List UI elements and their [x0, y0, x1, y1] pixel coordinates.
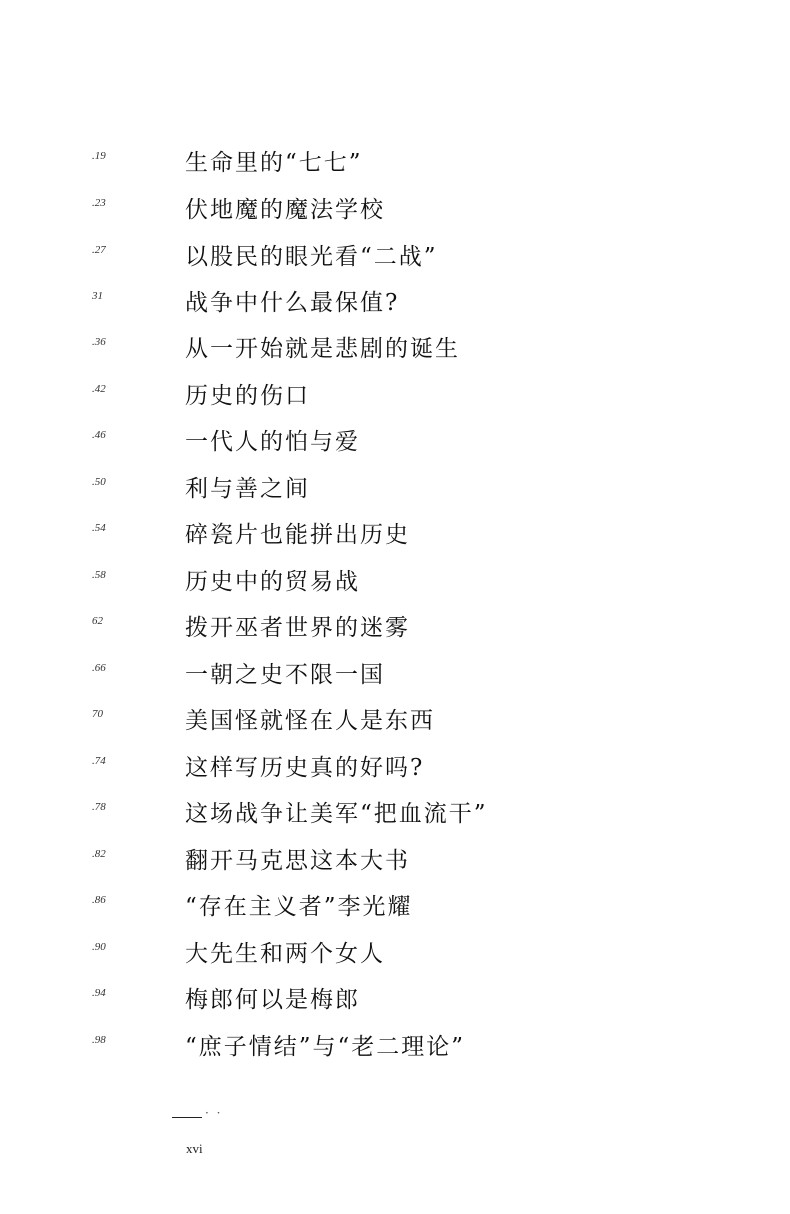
footer-rule — [172, 1117, 202, 1118]
footer-dots: · · — [205, 1106, 223, 1120]
toc-entry-title: 美国怪就怪在人是东西 — [185, 708, 435, 734]
toc-page-number: 62 — [92, 615, 103, 627]
toc-page-number: 31 — [92, 290, 103, 302]
toc-entry — [0, 423, 790, 453]
toc-entry-title: 利与善之间 — [185, 476, 310, 502]
toc-entry-title: 历史中的贸易战 — [185, 569, 360, 595]
toc-entry-title: “存在主义者”李光耀 — [185, 894, 413, 920]
toc-page-number: .98 — [92, 1034, 106, 1046]
toc-entry-title: 梅郎何以是梅郎 — [185, 987, 360, 1013]
toc-page-number: .94 — [92, 987, 106, 999]
toc-page-number: .19 — [92, 150, 106, 162]
toc-page-number: .58 — [92, 569, 106, 581]
toc-entry-title: 以股民的眼光看“二战” — [185, 244, 438, 270]
toc-entry-title: 这样写历史真的好吗? — [185, 755, 425, 781]
toc-page-number: .90 — [92, 941, 106, 953]
toc-entry — [0, 888, 790, 918]
toc-page-number: .50 — [92, 476, 106, 488]
toc-entry — [0, 144, 790, 174]
toc-entry-title: “庶子情结”与“老二理论” — [185, 1034, 466, 1060]
toc-entry — [0, 656, 790, 686]
toc-page-number: .74 — [92, 755, 106, 767]
toc-entry — [0, 1028, 790, 1058]
toc-entry — [0, 516, 790, 546]
toc-page-number: .42 — [92, 383, 106, 395]
toc-entry — [0, 191, 790, 221]
toc-entry-title: 生命里的“七七” — [185, 150, 363, 176]
toc-page-number: .66 — [92, 662, 106, 674]
toc-entry — [0, 609, 790, 639]
toc-page-number: 70 — [92, 708, 103, 720]
toc-entry — [0, 702, 790, 732]
toc-entry-title: 战争中什么最保值? — [185, 290, 400, 316]
toc-entry — [0, 563, 790, 593]
toc-page-number: .86 — [92, 894, 106, 906]
toc-page-number: .23 — [92, 197, 106, 209]
toc-entry-title: 拨开巫者世界的迷雾 — [185, 615, 410, 641]
toc-entry-title: 从一开始就是悲剧的诞生 — [185, 336, 460, 362]
toc-page-number: .27 — [92, 244, 106, 256]
toc-page-number: .78 — [92, 801, 106, 813]
toc-page-number: .54 — [92, 522, 106, 534]
toc-entry — [0, 238, 790, 268]
toc-page-number: .46 — [92, 429, 106, 441]
toc-entry-title: 一代人的怕与爱 — [185, 429, 360, 455]
toc-entry-title: 伏地魔的魔法学校 — [185, 197, 385, 223]
toc-entry — [0, 284, 790, 314]
toc-entry — [0, 470, 790, 500]
toc-entry — [0, 795, 790, 825]
toc-entry — [0, 749, 790, 779]
toc-entry-title: 大先生和两个女人 — [185, 941, 385, 967]
page-folio: xvi — [186, 1141, 203, 1156]
toc-entry — [0, 330, 790, 360]
toc-entry — [0, 842, 790, 872]
toc-entry-title: 一朝之史不限一国 — [185, 662, 385, 688]
toc-entry-title: 翻开马克思这本大书 — [185, 848, 410, 874]
toc-entry-title: 历史的伤口 — [185, 383, 310, 409]
toc-entry-title: 这场战争让美军“把血流干” — [185, 801, 488, 827]
toc-page-number: .82 — [92, 848, 106, 860]
toc-page-number: .36 — [92, 336, 106, 348]
toc-entry — [0, 935, 790, 965]
toc-entry-title: 碎瓷片也能拼出历史 — [185, 522, 410, 548]
toc-entry — [0, 981, 790, 1011]
toc-entry — [0, 377, 790, 407]
